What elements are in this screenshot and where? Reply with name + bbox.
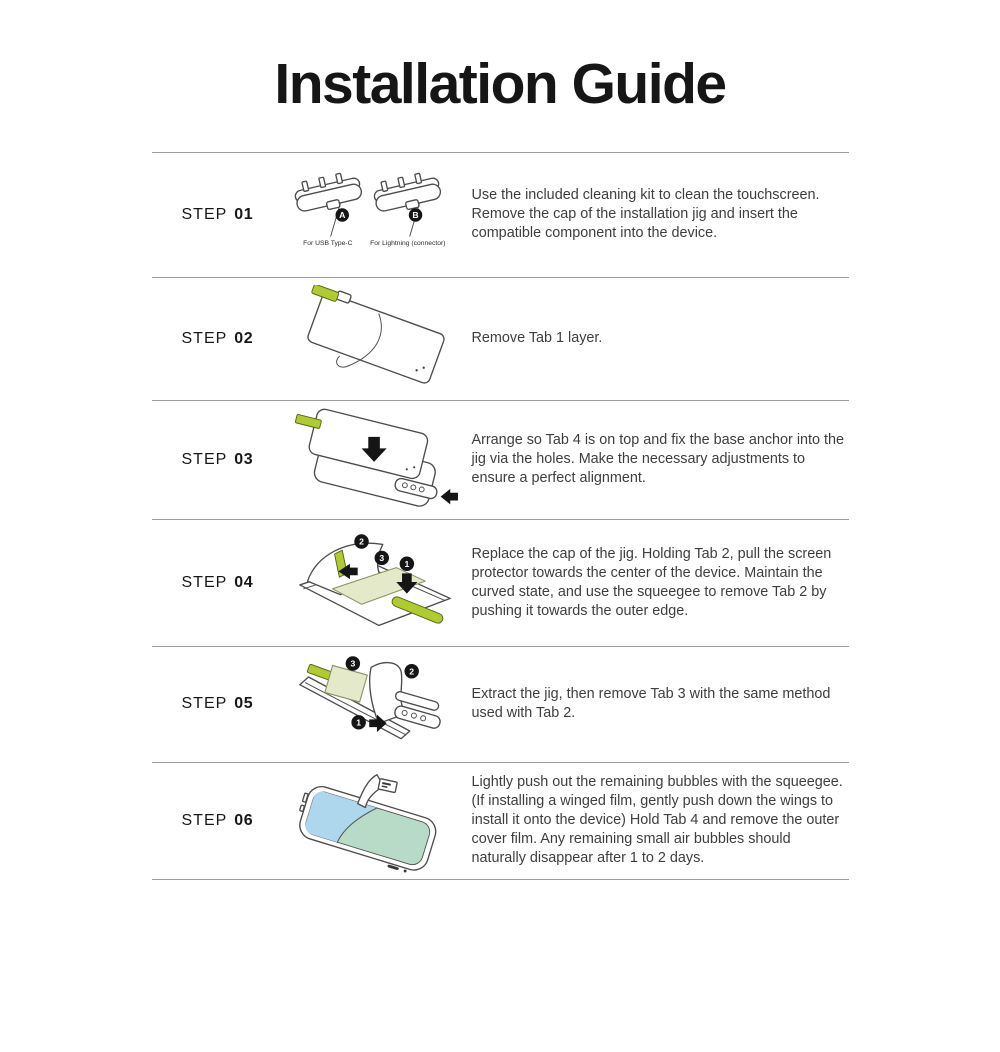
step-number: 04 [234, 573, 254, 591]
marker-3-label: 3 [378, 552, 384, 563]
peel-curve-hook [336, 356, 347, 367]
step-word: STEP [181, 695, 228, 713]
step-word: STEP [181, 329, 228, 347]
step-word: STEP [181, 205, 228, 223]
step-number: 05 [234, 695, 254, 713]
step-01-illustration [280, 161, 472, 269]
step-word: STEP [181, 450, 228, 468]
film-tab1-illustration [283, 285, 469, 393]
step-05-description: Extract the jig, then remove Tab 3 with the same method used with Tab 2. [471, 686, 831, 722]
finish-install-illustration [283, 767, 469, 875]
step-number: 02 [234, 329, 254, 347]
step-03-description: Arrange so Tab 4 is on top and fix the base anchor into the jig via the holes. Make the necessary adjustments to ensure a perfect alignment. [471, 432, 845, 487]
step-number: 06 [234, 811, 254, 829]
step-05-illustration [280, 650, 472, 758]
step-03-label [152, 451, 280, 469]
step-row-03 [152, 400, 849, 519]
step-row-05 [152, 646, 849, 762]
badge-b-label: B [411, 209, 419, 220]
step-04-description: Replace the cap of the jig. Holding Tab 2, pull the screen protector towards the center of the device. Maintain the curved state, and use the squeegee to remove Tab 2 by pushing it towards the outer edge. [471, 545, 832, 619]
step-04-label [152, 574, 280, 592]
remove-tab3-illustration [283, 650, 469, 758]
marker-1-label: 1 [355, 717, 361, 728]
step-05-label [152, 695, 280, 713]
step-word: STEP [181, 573, 228, 591]
pull-tab2-illustration [283, 529, 469, 637]
caption-lightning: For Lightning (connector) [369, 239, 446, 247]
steps-list [152, 152, 849, 880]
jig-bar-b-icon [370, 169, 445, 246]
marker-2-label: 2 [358, 536, 364, 547]
tab4-flag-icon [378, 778, 397, 792]
step-02-description: Remove Tab 1 layer. [471, 330, 603, 347]
left-arrow-icon [440, 488, 457, 503]
caption-usb-type-c: For USB Type-C [302, 239, 352, 247]
jig-components-illustration [283, 161, 469, 269]
step-row-06 [152, 762, 849, 879]
step-01-label [152, 206, 280, 224]
step-01-description: Use the included cleaning kit to clean the touchscreen. Remove the cap of the installation jig and insert the compatible component into the device. [471, 187, 820, 242]
step-06-label [152, 812, 280, 830]
step-row-04 [152, 519, 849, 646]
marker-2-label: 2 [408, 666, 414, 677]
step-03-illustration [280, 406, 472, 514]
step-row-01 [152, 152, 849, 277]
step-04-illustration [280, 529, 472, 637]
marker-1-label: 1 [403, 558, 409, 569]
step-number: 03 [234, 450, 254, 468]
jig-bar-a-icon [292, 169, 363, 246]
badge-a-label: A [338, 209, 345, 220]
step-06-description: Lightly push out the remaining bubbles with the squeegee. (If installing a winged film, gently push down the wings to install it onto the device) Hold Tab 4 and remove the outer cover film. Any remaining small air bubbles should naturally disappear after 1 to 2 days. [471, 774, 843, 867]
extracted-jig-icon [389, 691, 444, 730]
step-02-label [152, 330, 280, 348]
step-row-02 [152, 277, 849, 400]
marker-3-label: 3 [349, 658, 355, 669]
align-film-illustration [283, 406, 469, 514]
step-word: STEP [181, 811, 228, 829]
step-02-illustration [280, 285, 472, 393]
step-06-illustration [280, 767, 472, 875]
page-title: Installation Guide [274, 52, 726, 116]
step-number: 01 [234, 205, 254, 223]
protector-film-icon [295, 285, 447, 385]
